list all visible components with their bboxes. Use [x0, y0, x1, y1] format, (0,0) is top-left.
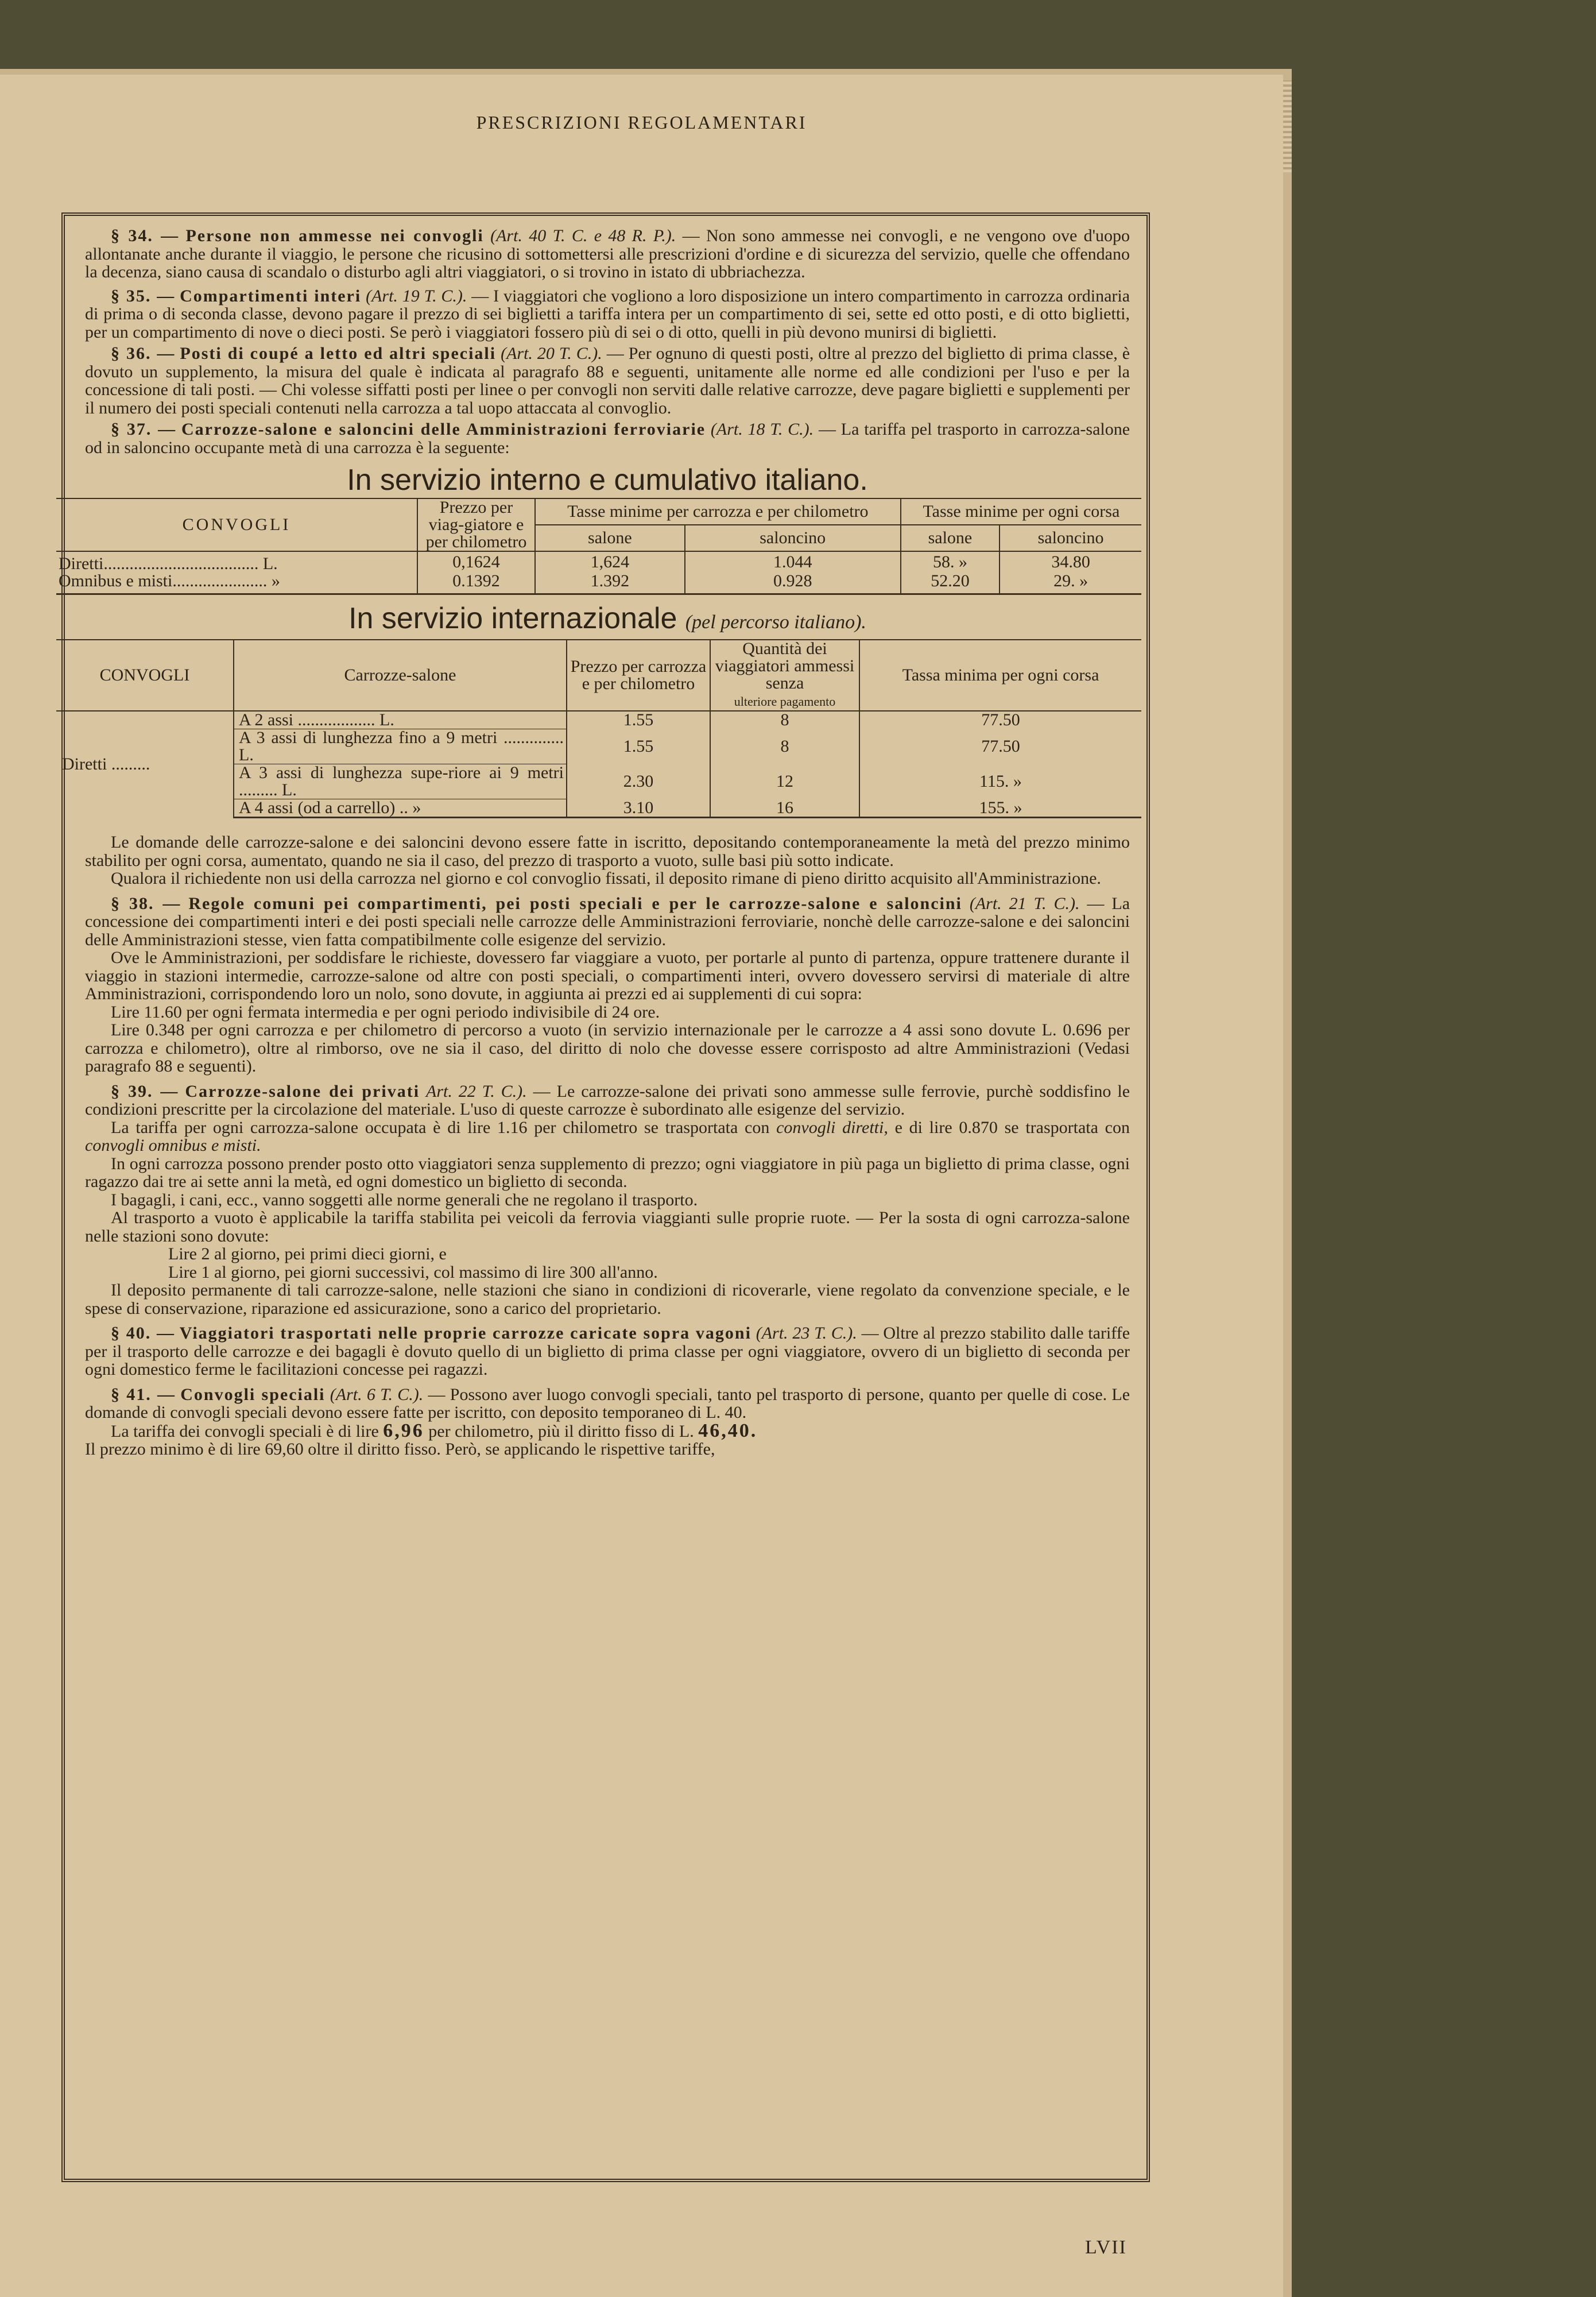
col-carrozze: Carrozze-salone — [234, 640, 567, 711]
section-title: Carrozze-salone e saloncini delle Amministrazioni ferroviarie — [181, 420, 706, 439]
section-number: § 37. — — [111, 420, 177, 439]
cell-km-salone: 1,624 — [535, 551, 685, 573]
section-title: Posti di coupé a letto ed altri speciali — [180, 344, 497, 363]
cell-corsa-salone: 58. » — [901, 551, 1000, 573]
row-name: Omnibus e misti — [59, 571, 173, 590]
col-tasse-corsa: Tasse minime per ogni corsa — [901, 498, 1141, 525]
section-ref: (Art. 18 T. C.). — [710, 420, 814, 439]
row-carrozza: A 2 assi — [239, 710, 294, 729]
table-row: A 3 assi di lunghezza fino a 9 metri .............. L. 1.55 8 77.50 — [56, 729, 1141, 764]
paragraph: Ove le Amministrazioni, per soddisfare le richieste, dovessero far viaggiare a vuoto, per portarle al punto di partenza, oppure trattenere durante il viaggio in stazioni intermedie, carrozze-salone od altre con posti speciali, o compartimenti interi, ovvero dovessero servirsi di materiale di altre Amministrazioni, corrispondendo loro un nolo, sono dovute, in aggiunta ai prezzi ed ai supplementi di cui sopra: — [85, 948, 1130, 1003]
section-text: — Per ognuno di questi posti, oltre al prezzo del biglietto di prima classe, è dovuto un supplemento, la misura del quale è indicata al paragrafo 88 e seguenti, unitamente alle norme ed alle condizioni per l'uso e per la concessione di tali posti. — Chi volesse siffatti posti per linee o per convogli non serviti dalle relative carrozze, deve pagare biglietti e supplementi per il numero dei posti speciali contenuti nella carrozza a tal uopo attaccata al convoglio. — [85, 344, 1130, 417]
row-unit: » — [412, 798, 421, 817]
table2-title — [85, 601, 1130, 635]
cell-km-saloncino: 0.928 — [685, 573, 901, 594]
paragraph: La tariffa per ogni carrozza-salone occupata è di lire 1.16 per chilometro se trasportata con convogli diretti, e di lire 0.870 se trasportata con convogli omnibus e misti. — [85, 1117, 1130, 1155]
table1-title: In servizio interno e cumulativo italiano. — [347, 463, 868, 497]
cell-corsa-salone: 52.20 — [901, 573, 1000, 594]
row-carrozza: A 3 assi di lunghezza fino a 9 metri — [239, 728, 498, 747]
row-unit: L. — [379, 710, 394, 729]
col-convogli: CONVOGLI — [56, 640, 234, 711]
section-ref: (Art. 23 T. C.). — [756, 1324, 857, 1343]
section-text: — La concessione dei compartimenti interi e dei posti speciali nelle carrozze delle Amministrazioni ferroviarie, nonchè delle carrozze-salone e dei saloncini delle Amministrazioni stesse, vien fatta compatibilmente colle esigenze del servizio. — [85, 894, 1130, 949]
section-38 — [85, 895, 1130, 949]
cell-tassa: 77.50 — [859, 711, 1141, 729]
section-text: — Le carrozze-salone dei privati sono ammesse sulle ferrovie, purchè soddisfino le condizioni prescritte per la circolazione del materiale. L'uso di queste carrozze è subordinato alle esigenze del servizio. — [85, 1081, 1130, 1119]
section-title: Viaggiatori trasportati nelle proprie carrozze caricate sopra vagoni — [179, 1324, 751, 1343]
row-carrozza: A 4 assi (od a carrello) — [239, 798, 396, 817]
section-text: — I viaggiatori che vogliono a loro disposizione un intero compartimento in carrozza ordinaria di prima o di seconda classe, devono pagare il prezzo di sei biglietti a tariffa intera per un compartimento di sei, sette ed otto posti, e di otto biglietti, per un compartimento di nove o dieci posti. Se però i viaggiatori fossero più di sei o di otto, quelli in più devono munirsi di biglietti. — [85, 286, 1130, 342]
section-title: Persone non ammesse nei convogli — [185, 226, 484, 245]
paragraph: Il deposito permanente di tali carrozze-salone, nelle stazioni che siano in condizioni di ricoverarle, viene regolato da convenzione speciale, e le spese di conservazione, riparazione ed assicurazione, sono a carico del proprietario. — [85, 1281, 1130, 1318]
cell-prezzo: 2.30 — [567, 764, 710, 799]
col-quantita: Quantità dei viaggiatori ammessi senza — [715, 639, 855, 693]
section-ref: (Art. 19 T. C.). — [366, 286, 467, 306]
cell-prezzo: 1.55 — [567, 729, 710, 764]
cell-tassa: 77.50 — [859, 729, 1141, 764]
section-number: § 38. — — [111, 894, 181, 913]
section-ref: Art. 22 T. C.). — [426, 1081, 527, 1101]
section-text: — Non sono ammesse nei convogli, e ne vengono ove d'uopo allontanate anche durante il viaggio, le persone che ricusino di sottomettersi alle prescrizioni d'ordine e di sicurezza del servizio, quelle che offendano la decenza, siano causa di scandalo o disturbo agli altri viaggiatori, o si trovino in istato di ubbriachezza. — [85, 226, 1130, 281]
table-row: Omnibus e misti...................... » 0.1392 1.392 0.928 52.20 29. » — [56, 573, 1141, 594]
section-39 — [85, 1082, 1130, 1119]
sub-saloncino: saloncino — [685, 525, 901, 551]
cell-prezzo: 0.1392 — [417, 573, 535, 594]
section-number: § 36. — — [111, 344, 176, 363]
table2-title-text: In servizio internazionale — [348, 601, 677, 635]
row-unit: L. — [239, 745, 254, 764]
cell-quantita: 12 — [710, 764, 859, 799]
cell-tassa: 115. » — [859, 764, 1141, 799]
section-number: § 35. — — [111, 286, 176, 306]
row-convoglio: Diretti — [62, 755, 107, 774]
paragraph: I bagagli, i cani, ecc., vanno soggetti alle norme generali che ne regolano il trasporto. — [111, 1190, 698, 1209]
row-unit: L. — [262, 554, 278, 573]
cell-corsa-saloncino: 29. » — [1000, 573, 1141, 594]
section-34 — [85, 227, 1130, 281]
page-number: LVII — [1085, 2237, 1127, 2258]
col-tassa: Tassa minima per ogni corsa — [859, 640, 1141, 711]
section-ref: (Art. 21 T. C.). — [969, 894, 1080, 913]
paragraph: Lire 2 al giorno, pei primi dieci giorni, e — [168, 1244, 447, 1263]
cell-prezzo: 0,1624 — [417, 551, 535, 573]
section-35 — [85, 287, 1130, 342]
cell-quantita: 8 — [710, 729, 859, 764]
row-unit: » — [271, 571, 280, 590]
paragraph: Lire 0.348 per ogni carrozza e per chilometro di percorso a vuoto (in servizio internazionale per le carrozze a 4 assi sono dovute L. 0.696 per carrozza e chilometro), oltre al rimborso, ove ne sia il caso, del diritto di nolo che dovesse essere corrisposto ad altre Amministrazioni (Vedasi paragrafo 88 e seguenti). — [85, 1020, 1130, 1076]
paragraph: Le domande delle carrozze-salone e dei saloncini devono essere fatte in iscritto, depositando contemporaneamente la metà del prezzo minimo stabilito per ogni corsa, aumentato, quando ne sia il caso, del prezzo di trasporto a vuoto, sulle basi più sotto indicate. — [85, 833, 1130, 870]
cell-tassa: 155. » — [859, 799, 1141, 818]
page-content — [59, 226, 1130, 1459]
paragraph: Al trasporto a vuoto è applicabile la tariffa stabilita pei veicoli da ferrovia viaggianti sulle proprie ruote. — Per la sosta di ogni carrozza-salone nelle stazioni sono dovute: — [85, 1208, 1130, 1246]
col-prezzo: Prezzo per viag-giatore e per chilometro — [417, 498, 535, 551]
paragraph: In ogni carrozza possono prender posto otto viaggiatori senza supplemento di prezzo; ogni viaggiatore in più paga un biglietto di prima classe, ogni ragazzo dai tre ai sette anni la metà, ed ogni domestico un biglietto di seconda. — [85, 1154, 1130, 1191]
section-ref: (Art. 20 T. C.). — [501, 344, 602, 363]
section-41 — [85, 1386, 1130, 1422]
table-row: A 3 assi di lunghezza supe-riore ai 9 metri ......... L. 2.30 12 115. » — [56, 764, 1141, 799]
row-name: Diretti — [59, 554, 104, 573]
cell-prezzo: 3.10 — [567, 799, 710, 818]
section-title: Carrozze-salone dei privati — [185, 1081, 420, 1101]
section-title: Regole comuni pei compartimenti, pei posti speciali e per le carrozze-salone e saloncini — [188, 894, 962, 913]
section-title: Compartimenti interi — [180, 286, 362, 306]
col-convogli: CONVOGLI — [56, 498, 417, 551]
cell-corsa-saloncino: 34.80 — [1000, 551, 1141, 573]
international-tariff-table — [56, 639, 1141, 818]
section-text: — La tariffa pel trasporto in carrozza-salone od in saloncino occupante metà di una carrozza è la seguente: — [85, 420, 1130, 457]
sub-salone: salone — [535, 525, 685, 551]
paragraph: Il prezzo minimo è di lire 69,60 oltre il diritto fisso. Però, se applicando le rispettive tariffe, — [85, 1440, 715, 1459]
table2-title-note: (pel percorso italiano). — [685, 611, 866, 633]
section-40 — [85, 1324, 1130, 1379]
paragraph: Qualora il richiedente non usi della carrozza nel giorno e col convoglio fissati, il deposito rimane di pieno diritto acquisito all'Amministrazione. — [111, 869, 1101, 888]
section-number: § 41. — — [111, 1385, 176, 1404]
sub-saloncino: saloncino — [1000, 525, 1141, 551]
col-tasse-km: Tasse minime per carrozza e per chilometro — [535, 498, 901, 525]
section-number: § 34. — — [111, 226, 180, 245]
cell-quantita: 16 — [710, 799, 859, 818]
section-ref: (Art. 6 T. C.). — [330, 1385, 424, 1404]
sub-salone: salone — [901, 525, 1000, 551]
section-title: Convogli speciali — [180, 1385, 326, 1404]
col-quantita-small: ulteriore pagamento — [734, 694, 836, 709]
table-row: Diretti ......... A 2 assi .................. L. 1.55 8 77.50 — [56, 711, 1141, 729]
section-ref: (Art. 40 T. C. e 48 R. P.). — [490, 226, 676, 245]
section-number: § 39. — — [111, 1081, 179, 1101]
section-36 — [85, 345, 1130, 417]
section-text: — Oltre al prezzo stabilito dalle tariffe per il trasporto delle carrozze e dei bagagli è dovuto quello di un biglietto di prima classe per ogni viaggiatore, ovvero di un biglietto di seconda per ogni domestico ferme le facilitazioni concesse pei ragazzi. — [85, 1324, 1130, 1379]
table-row: A 4 assi (od a carrello) .. » 3.10 16 155. » — [56, 799, 1141, 818]
section-37 — [85, 420, 1130, 457]
table-row: Diretti.................................... L. 0,1624 1,624 1.044 58. » 34.80 — [56, 551, 1141, 573]
domestic-tariff-table — [56, 498, 1141, 595]
paragraph: Lire 1 al giorno, pei giorni successivi, col massimo di lire 300 all'anno. — [168, 1262, 658, 1282]
cell-prezzo: 1.55 — [567, 711, 710, 729]
cell-km-saloncino: 1.044 — [685, 551, 901, 573]
paragraph: La tariffa dei convogli speciali è di lire 6,96 per chilometro, più il diritto fisso di L. 46,40. — [111, 1420, 758, 1441]
section-text: — Possono aver luogo convogli speciali, tanto pel trasporto di persone, quanto per quelle di cose. Le domande di convogli speciali devono essere fatte per iscritto, con deposito temporaneo di L. 40. — [85, 1385, 1130, 1422]
row-unit: L. — [282, 780, 297, 799]
cell-km-salone: 1.392 — [535, 573, 685, 594]
cell-quantita: 8 — [710, 711, 859, 729]
paragraph: Lire 11.60 per ogni fermata intermedia e per ogni periodo indivisibile di 24 ore. — [111, 1002, 660, 1022]
running-header: PRESCRIZIONI REGOLAMENTARI — [476, 112, 807, 133]
section-number: § 40. — — [111, 1324, 176, 1343]
col-prezzo: Prezzo per carrozza e per chilometro — [567, 640, 710, 711]
row-carrozza: A 3 assi di lunghezza supe-riore ai 9 metri — [239, 763, 564, 782]
